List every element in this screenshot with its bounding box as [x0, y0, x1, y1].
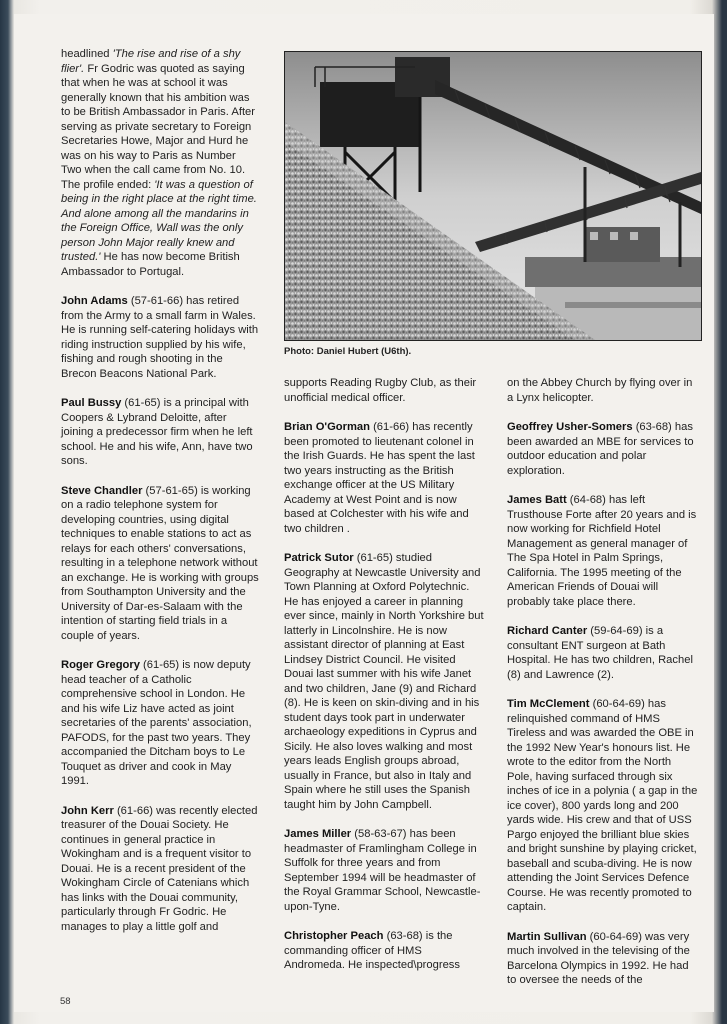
entry-name: Richard Canter — [507, 625, 588, 637]
entry-text: (61-66) has recently been promoted to lieutenant colonel in the Irish Guards. He has spent the last two years instructing as the British exchange officer at the US Military Academy at West Point and is now based at Colchester with his wife and two children . — [284, 421, 475, 535]
entry-martin-sullivan — [507, 930, 699, 988]
entry-john-kerr — [61, 804, 259, 935]
entry-name: Martin Sullivan — [507, 930, 587, 943]
column-3 — [507, 376, 699, 1003]
entry-paul-bussy — [61, 396, 259, 469]
entry-name: Steve Chandler — [61, 484, 143, 497]
page-number: 58 — [60, 996, 71, 1007]
entry-tim-mcclement — [507, 697, 699, 915]
intro-text-2: Fr Godric was quoted as saying that when he was at school it was generally known that his ambition was to be British Ambassador in Paris. After serving as private secretary to Foreign Secretaries Howe, Major and Hurd he was on his way to Paris as Number Two when the call came from No. 10. The profile ended: — [61, 62, 256, 191]
photo-caption: Photo: Daniel Hubert (U6th). — [284, 346, 412, 357]
entry-text: (60-64-69) has relinquished command of HMS Tireless and was awarded the OBE in the 1992 New Year's honours list. He wrote to the editor from the North Pole, having surfaced through six inches of ice in a polynia ( a gap in the ice cover), 800 yards long and 200 yards wide. His crew and that of USS Pargo enjoyed the brilliant blue skies and bright sunshine by playing cricket, baseball and scuba-diving. He is now attending the Joint Services Defence Course. He was recently promoted to captain. — [507, 698, 698, 913]
entry-text: (61-65) studied Geography at Newcastle University and Town Planning at Oxford Polytechnic. He has enjoyed a career in planning ever since, mainly in North Yorkshire but latterly in Lincolnshire. He is now assistant director of planning at East Lindsey District Council. He visited Douai last summer with his wife Janet and two children, Jane (9) and Richard (8). He is keen on skin-diving and in his student days took part in underwater archaeology expeditions in Cyprus and Sicily. He also loves walking and most years leads English groups abroad, usually in France, but also in Italy and Spain where he still uses the Spanish taught him by John Campbell. — [284, 552, 484, 811]
intro-quote-1: 'The rise and rise of a shy flier'. — [61, 48, 241, 75]
intro-text-1: headlined — [61, 48, 113, 60]
entry-text: (63-68) has been awarded an MBE for services to outdoor education and polar exploration. — [507, 421, 694, 477]
column-2 — [284, 376, 484, 988]
entry-text: (61-65) is a principal with Coopers & Lybrand Deloitte, after joining a predecessor firm when he left school. He and his wife, Ann, have two sons. — [61, 397, 253, 467]
intro-quote-2: 'It was a question of being in the right place at the right time. And alone among all the mandarins in the Foreign Office, Wall was the only person John Major really knew and trusted.' — [61, 178, 257, 263]
entry-name: Christopher Peach — [284, 930, 384, 942]
entry-geoffrey-usher-somers — [507, 420, 699, 478]
entry-text: (57-61-65) is working on a radio telephone system for developing countries, using digital techniques to enable stations to act as relays for each others' conversations, resulting in a telephone network without an exchange. He is working with groups from Southampton University and the University of Dar-es-Salaam with the intention of starting field trials in a couple of years. — [61, 484, 259, 642]
entry-richard-canter — [507, 624, 699, 682]
entry-text: (61-66) was recently elected treasurer of the Douai Society. He continues in general practice in Wokingham and is a frequent visitor to Douai. He is a recent president of the Wokingham Circle of Catenians which has links with the Douai community, particularly through Fr Godric. He manages to play a little golf and — [61, 804, 258, 933]
entry-name: Roger Gregory — [61, 659, 140, 671]
continued-paragraph: on the Abbey Church by flying over in a Lynx helicopter. — [507, 377, 693, 404]
continued-paragraph: supports Reading Rugby Club, as their unofficial medical officer. — [284, 377, 477, 404]
entry-name: Paul Bussy — [61, 397, 122, 409]
entry-james-miller — [284, 827, 484, 914]
quarry-illustration — [285, 52, 701, 340]
entry-brian-ogorman — [284, 420, 484, 536]
entry-roger-gregory — [61, 658, 259, 789]
intro-text-3: He has now become British Ambassador to Portugal. — [61, 251, 240, 278]
entry-name: James Miller — [284, 828, 352, 840]
entry-name: Patrick Sutor — [284, 552, 354, 564]
entry-text: (61-65) is now deputy head teacher of a Catholic comprehensive school in London. He and his wife Liz have acted as joint secretaries of the parents' association, PAFODS, for the past two years. They accompanied the Ditcham boys to Le Touquet as driver and cook in May 1991. — [61, 659, 252, 787]
entry-text: (57-61-66) has retired from the Army to a small farm in Wales. He is running self-catering holidays with riding instruction supplied by his wife, fishing and rough shooting in the Brecon Beacons National Park. — [61, 295, 259, 380]
column-1 — [61, 47, 259, 949]
intro-paragraph — [61, 47, 259, 279]
entry-christopher-peach — [284, 929, 484, 973]
entry-name: Brian O'Gorman — [284, 421, 370, 433]
entry-text: (59-64-69) is a consultant ENT surgeon at Bath Hospital. He has two children, Rachel (8) and Lawrence (2). — [507, 625, 693, 681]
entry-name: John Kerr — [61, 804, 114, 817]
entry-name: Tim McClement — [507, 698, 590, 710]
entry-john-adams — [61, 294, 259, 381]
entry-text: (64-68) has left Trusthouse Forte after 20 years and is now working for Richfield Hotel Management as general manager of The Spa Hotel in Palm Springs, California. The 1995 meeting of the American Friends of Douai will probably take place there. — [507, 494, 697, 608]
entry-james-batt — [507, 493, 699, 609]
entry-text: (63-68) is the commanding officer of HMS Andromeda. He inspected\progress — [284, 930, 460, 971]
quarry-photo — [284, 51, 702, 341]
entry-name: John Adams — [61, 295, 128, 307]
entry-text: (58-63-67) has been headmaster of Framlingham College in Suffolk for three years and from September 1994 will be headmaster of the Royal Grammar School, Newcastle-upon-Tyne. — [284, 828, 481, 913]
entry-name: James Batt — [507, 494, 567, 506]
entry-patrick-sutor — [284, 551, 484, 812]
entry-steve-chandler — [61, 484, 259, 644]
entry-text: (60-64-69) was very much involved in the televising of the Barcelona Olympics in 1992. He had to oversee the needs of the — [507, 930, 690, 986]
entry-name: Geoffrey Usher-Somers — [507, 421, 633, 433]
